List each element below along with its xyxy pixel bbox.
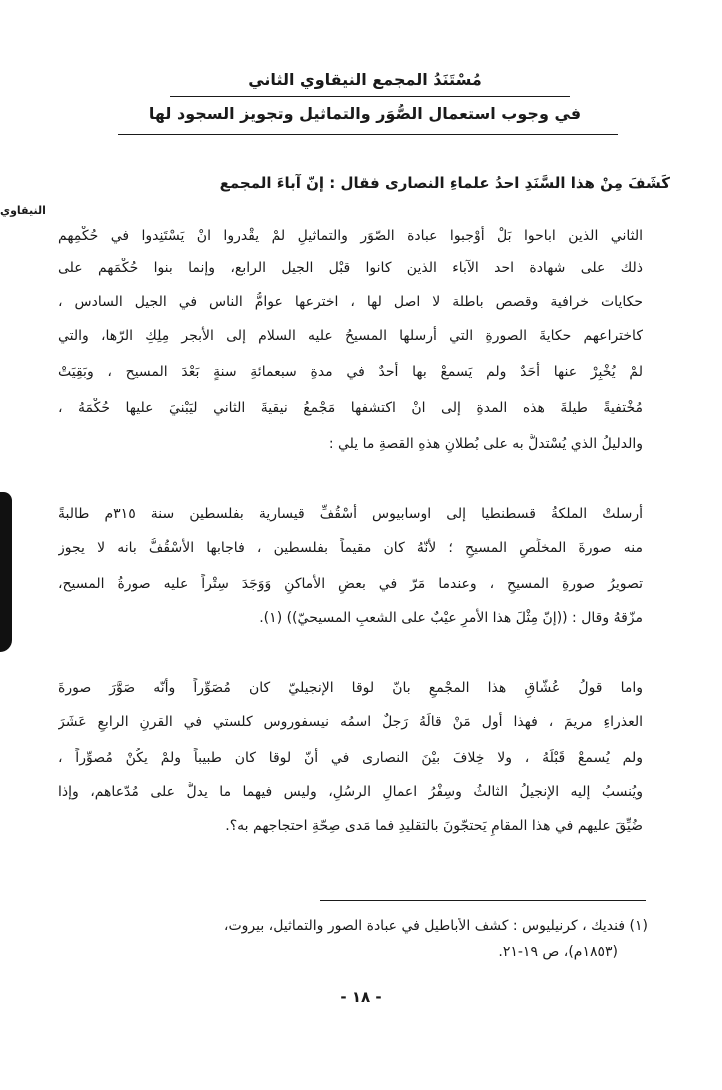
document-title: مُسْتَنَدُ المجمع النيقاوي الثاني — [248, 70, 482, 89]
paragraph-line: والدليلُ الذي يُسْتدلُّ به على بُطلانِ هذهِ القصةِ ما يلي : — [328, 436, 643, 452]
paragraph-line: ولم يُسمعْ قَبْلَهُ ، ولا خِلافَ بيْنَ النصارى في أنّ لوقا كان طبيباً ولمْ يكُنْ مُصوِّراً ، — [58, 750, 643, 766]
margin-note: النيقاوي — [0, 204, 46, 217]
paragraph-line: ويُنسبُ إليه الإنجيلُ الثالثُ وسِفْرُ اعمالِ الرسُلِ، وليس فيهما ما يدلُّ على مُدّعاهم، وإذا — [58, 784, 643, 800]
paragraph-line: ذلك على شهادة احد الآباء الذين كانوا قبْل الجيل الرابع، وإنما بنوا حُكْمَهم على — [58, 260, 643, 276]
page-number: - ١٨ - — [340, 988, 382, 1006]
paragraph-line: أرسلتْ الملكةُ قسطنطيا إلى اوسابيوس أسْقُفِّ قيسارية بفلسطين سنة ٣١٥م طالبةً — [58, 506, 643, 522]
paragraph-line: مزّقهُ وقال : ((إنّ مِثْلَ هذا الأمرِ عيْبٌ على الشعبِ المسيحيّ)) (١). — [259, 610, 643, 626]
paragraph-line: واما قولُ عُشّاقِ هذا المجْمعِ بانّ لوقا الإنجيليّ كان مُصَوِّراً وأنّه صَوَّرَ صورةَ — [58, 680, 643, 696]
paragraph-line: ضُيِّقَ عليهم في هذا المقامِ يَحتجّونَ بالتقليدِ فما مَدى صِحّةِ احتجاجهم به؟. — [225, 818, 643, 834]
paragraph-line: الثاني الذين اباحوا بَلْ أَوْجبوا عبادة الصّوَر والتماثيلِ لمْ يقْدروا انْ يَسْتَنِدوا في حُكْمِهم — [58, 228, 643, 244]
paragraph-line: تصويرُ صورةِ المسيحِ ، وعندما مَرّ في بعضِ الأماكنِ وَوَجَدَ سِتْراً عليه صورةُ المسيح، — [58, 576, 643, 592]
paragraph-line: كاختراعهم حكايةَ الصورةِ التي أرسلها المسيحُ عليه السلام إلى الأبجر مِلِكِ الرّها، والتي — [58, 328, 643, 344]
footnote: (١) فنديك ، كرنيليوس : كشف الأباطيل في عبادة الصور والتماثيل، بيروت، — [223, 918, 648, 934]
paragraph-line: لمْ يُخْبِرْ عنها أحَدٌ ولم يَسمعْ بها أحدٌ في مدةِ سبعمائةِ سنةٍ بَعْدَ المسيح ، وبَقِيَتْ — [58, 364, 643, 380]
footnote-continuation: (١٨٥٣م)، ص ١٩-٢١. — [498, 944, 618, 960]
paragraph-line: العذراءِ مريمَ ، فهذا أول مَنْ قالَهُ رَجلٌ اسمُه نيسفوروس كلستي في القرنِ الرابعِ عَشَرَ — [58, 714, 643, 730]
section-heading: كَشَفَ مِنْ هذا السَّنَدِ احدُ علماءِ النصارى فقال : إنّ آباءَ المجمع — [219, 174, 670, 192]
paragraph-line: مُخْتفيةً طيلةَ هذه المدةِ إلى انْ اكتشفها مَجْمعُ نيقيةَ الثاني ليَبْنيَ عليها حُكْمَهُ ، — [58, 400, 643, 416]
subtitle-underline — [118, 134, 618, 135]
paragraph-line: حكايات خرافية وقصص باطلة لا اصل لها ، اخترعها عوامُّ الناس في الجيل السادس ، — [58, 294, 643, 310]
scan-edge-mark — [0, 492, 12, 652]
paragraph-line: منه صورةَ المخلِّصِ المسيحِ ؛ لأنّهُ كان مقيماً بفلسطين ، فاجابها الأسْقُفُّ بانه لا يجوز — [58, 540, 643, 556]
document-subtitle: في وجوب استعمال الصُّوَر والتماثيل وتجويز السجود لها — [148, 104, 582, 123]
title-underline — [170, 96, 570, 97]
footnote-separator — [320, 900, 646, 901]
